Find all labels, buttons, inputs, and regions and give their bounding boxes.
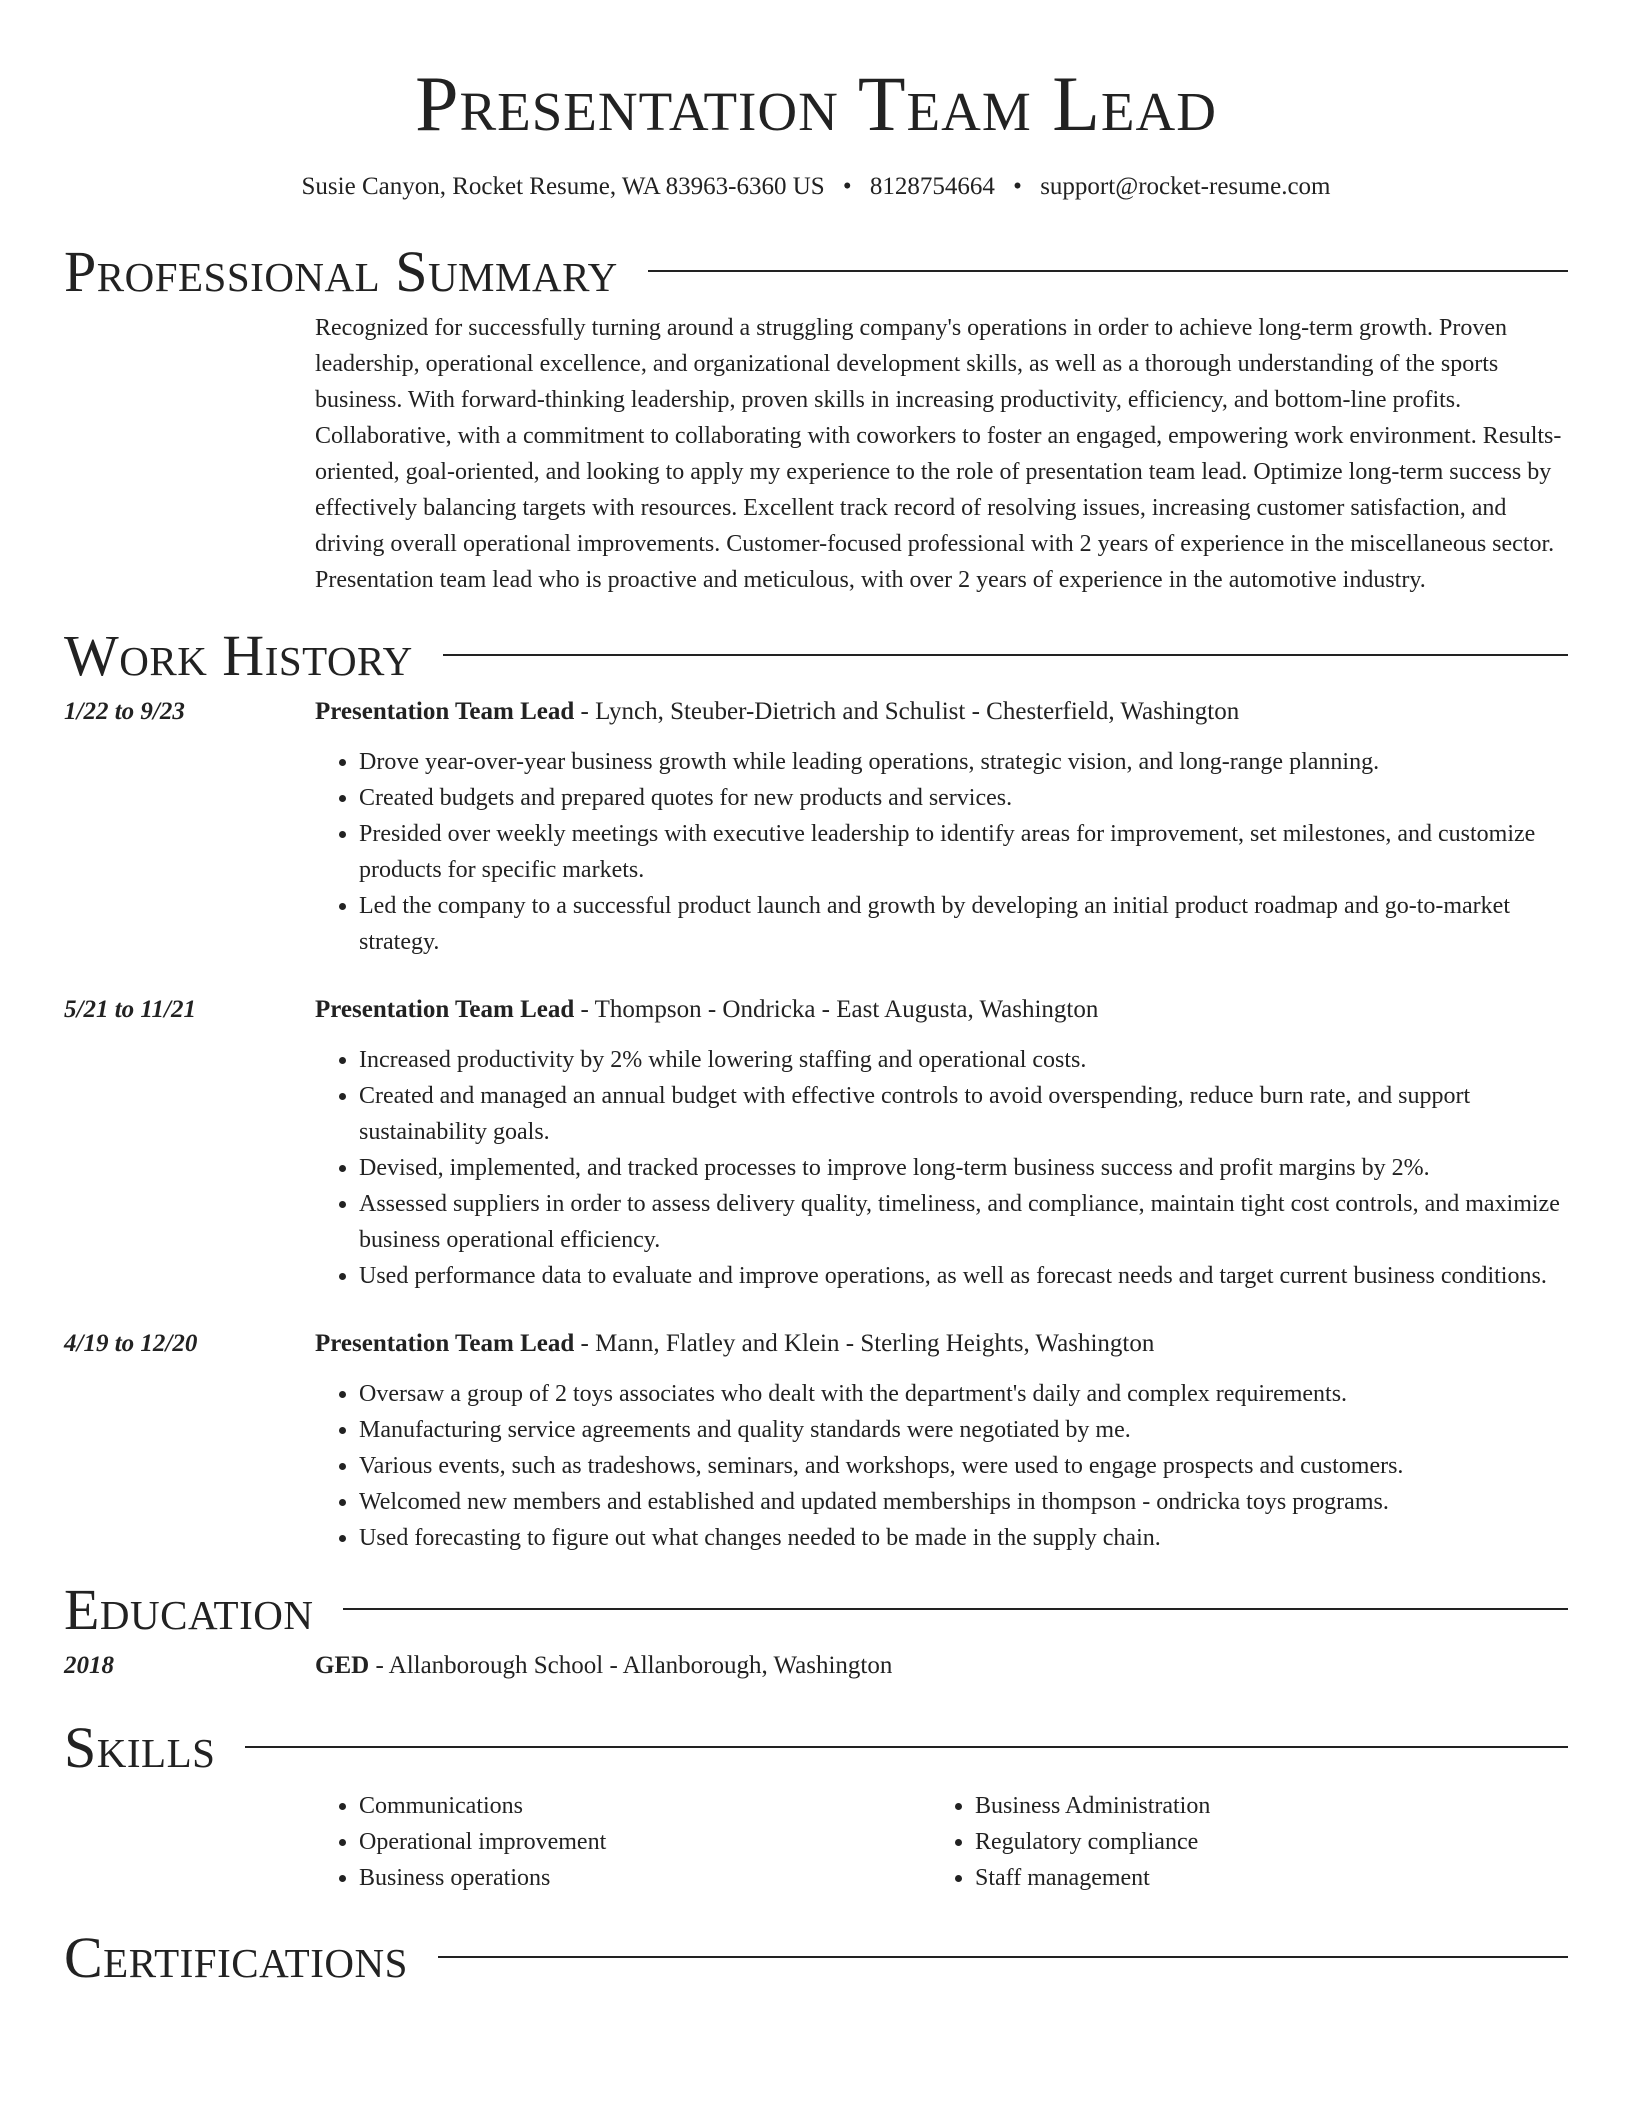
- list-item: • Presided over weekly meetings with executive leadership to identify areas for improvement, set milestones, and customize products for specific markets.: [359, 816, 1568, 888]
- skills-section-header: [64, 1716, 1568, 1786]
- skill-item: • Operational improvement: [359, 1824, 931, 1860]
- section-heading-education: Education: [64, 1578, 343, 1642]
- list-item: • Oversaw a group of 2 toys associates who dealt with the department's daily and complex requirements.: [359, 1376, 1568, 1412]
- skills-left-spacer: [64, 1788, 315, 1896]
- job-company-location: - Thompson - Ondricka - East Augusta, Washington: [574, 996, 1099, 1023]
- job-bullets: [315, 1042, 1568, 1294]
- list-item: • Drove year-over-year business growth while leading operations, strategic vision, and long-range planning.: [359, 744, 1568, 780]
- skill-item: • Regulatory compliance: [975, 1824, 1547, 1860]
- section-divider: [64, 1746, 1568, 1748]
- list-item: • Used forecasting to figure out what changes needed to be made in the supply chain.: [359, 1520, 1568, 1556]
- job-dates: 1/22 to 9/23: [64, 698, 185, 725]
- list-item: • Devised, implemented, and tracked processes to improve long-term business success and profit margins by 2%.: [359, 1150, 1568, 1186]
- job-title: Presentation Team Lead: [315, 698, 575, 725]
- list-item: • Various events, such as tradeshows, seminars, and workshops, were used to engage prospects and customers.: [359, 1448, 1568, 1484]
- bullet-separator: •: [842, 173, 852, 200]
- summary-section-header: [64, 240, 1568, 310]
- list-item: • Welcomed new members and established and updated memberships in thompson - ondricka toys programs.: [359, 1484, 1568, 1520]
- skills-row: [64, 1788, 1568, 1896]
- education-degree: GED: [315, 1652, 370, 1679]
- summary-left-spacer: [64, 310, 315, 598]
- job-entry: [64, 1326, 1568, 1556]
- section-heading-skills: Skills: [64, 1716, 245, 1780]
- job-company-location: - Lynch, Steuber-Dietrich and Schulist - Chesterfield, Washington: [574, 698, 1240, 725]
- section-heading-certifications: Certifications: [64, 1926, 438, 1990]
- job-dates: 5/21 to 11/21: [64, 996, 196, 1023]
- skill-item: • Staff management: [975, 1860, 1547, 1896]
- job-bullets: [315, 1376, 1568, 1556]
- section-heading-summary: Professional Summary: [64, 240, 648, 304]
- list-item: • Used performance data to evaluate and improve operations, as well as forecast needs and target current business conditions.: [359, 1258, 1568, 1294]
- contact-address: Susie Canyon, Rocket Resume, WA 83963-6360 US: [301, 173, 825, 200]
- list-item: • Created budgets and prepared quotes for new products and services.: [359, 780, 1568, 816]
- education-school-location: - Allanborough School - Allanborough, Washington: [369, 1652, 893, 1679]
- list-item: • Led the company to a successful product launch and growth by developing an initial product roadmap and go-to-market strategy.: [359, 888, 1568, 960]
- skill-item: • Business Administration: [975, 1788, 1547, 1824]
- education-entry: [64, 1648, 1568, 1684]
- job-title: Presentation Team Lead: [315, 996, 575, 1023]
- job-entry: [64, 992, 1568, 1294]
- section-heading-work: Work History: [64, 624, 443, 688]
- job-company-location: - Mann, Flatley and Klein - Sterling Heights, Washington: [574, 1330, 1155, 1357]
- skills-grid: [315, 1788, 1568, 1896]
- job-header: [315, 1326, 1568, 1362]
- list-item: • Increased productivity by 2% while lowering staffing and operational costs.: [359, 1042, 1568, 1078]
- contact-phone: 8128754664: [869, 173, 995, 200]
- bullet-separator: •: [1013, 173, 1022, 200]
- skills-column-1: [315, 1788, 931, 1896]
- resume-title: Presentation Team Lead: [415, 60, 1217, 147]
- certifications-section-header: [64, 1926, 1568, 1996]
- job-header: [315, 694, 1568, 730]
- contact-email: support@rocket-resume.com: [1040, 173, 1331, 200]
- list-item: • Created and managed an annual budget with effective controls to avoid overspending, reduce burn rate, and support sustainability goals.: [359, 1078, 1568, 1150]
- job-header: [315, 992, 1568, 1028]
- skill-item: • Business operations: [359, 1860, 931, 1896]
- education-year: 2018: [64, 1652, 114, 1679]
- summary-row: [64, 310, 1568, 598]
- summary-text: Recognized for successfully turning around a struggling company's operations in order to achieve long-term growth. Proven leadership, operational excellence, and organizational development skills, as well as a thorough understanding of the sports business. With forward-thinking leadership, proven skills in increasing productivity, efficiency, and bottom-line profits. Collaborative, with a commitment to collaborating with coworkers to foster an engaged, empowering work environment. Results-oriented, goal-oriented, and looking to apply my experience to the role of presentation team lead. Optimize long-term success by effectively balancing targets with resources. Excellent track record of resolving issues, increasing customer satisfaction, and driving overall operational improvements. Customer-focused professional with 2 years of experience in the miscellaneous sector. Presentation team lead who is proactive and meticulous, with over 2 years of experience in the automotive industry.: [315, 315, 1562, 593]
- job-title: Presentation Team Lead: [315, 1330, 575, 1357]
- job-entry: [64, 694, 1568, 960]
- work-section-header: [64, 624, 1568, 694]
- skills-column-2: [931, 1788, 1547, 1896]
- education-section-header: [64, 1578, 1568, 1648]
- job-bullets: [315, 744, 1568, 960]
- skill-item: • Communications: [359, 1788, 931, 1824]
- list-item: • Manufacturing service agreements and quality standards were negotiated by me.: [359, 1412, 1568, 1448]
- contact-line: [0, 170, 1632, 204]
- job-dates: 4/19 to 12/20: [64, 1330, 198, 1357]
- list-item: • Assessed suppliers in order to assess delivery quality, timeliness, and compliance, maintain tight cost controls, and maximize business operational efficiency.: [359, 1186, 1568, 1258]
